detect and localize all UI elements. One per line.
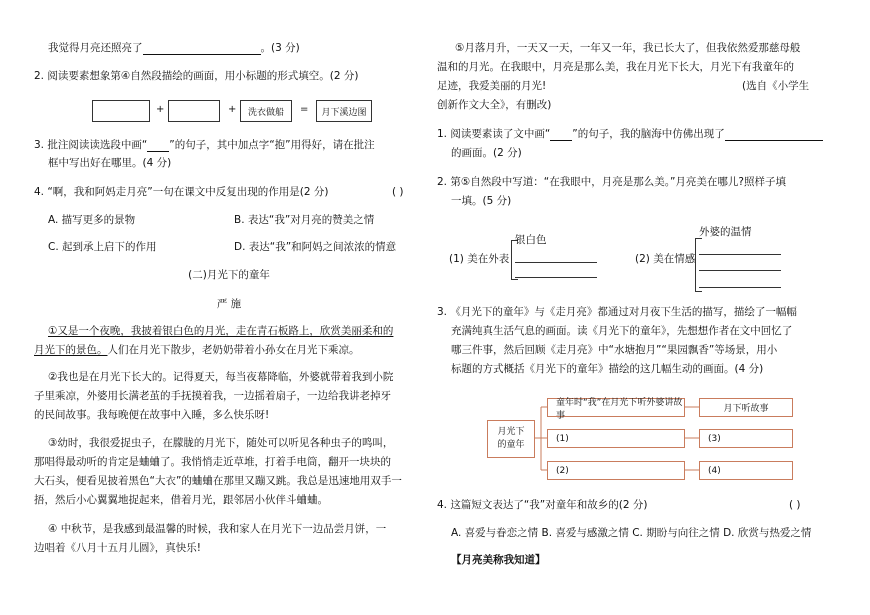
d2-emotion-blank-2[interactable] bbox=[699, 270, 781, 271]
paragraph-3-line-1: ③幼时，我很爱捉虫子，在朦胧的月光下，随处可以听见各种虫子的鸣叫， bbox=[48, 437, 394, 449]
paragraph-3-line-2: 那唱得最动听的肯定是蛐蛐了。我悄悄走近草堆，打着手电筒，翻开一块块的 bbox=[34, 456, 391, 468]
question-3-line-2: 框中写出好在哪里。(4 分) bbox=[48, 157, 172, 169]
r-question-2-line-2: 一填。(5 分) bbox=[451, 195, 512, 207]
d2-appearance-blank-1[interactable] bbox=[515, 262, 597, 263]
paragraph-text: 人们在月光下散步，老奶奶带着小孙女在月光下乘凉。 bbox=[107, 344, 360, 356]
mind-map bbox=[437, 390, 847, 490]
q4-option-d[interactable]: D. 表达“我”和阿妈之间浓浓的情意 bbox=[234, 241, 397, 253]
q2-box-result: 月下溪边图 bbox=[316, 100, 372, 122]
q2-box-laundry: 洗衣做船 bbox=[240, 100, 292, 122]
question-2: 2. 阅读要素想象第④自然段描绘的画面，用小标题的形式填空。(2 分) bbox=[34, 70, 359, 82]
d2-appearance-blank-2[interactable] bbox=[515, 277, 597, 278]
q3-text: 3. 批注阅读读选段中画“ bbox=[34, 139, 148, 151]
d2-emotion-example: 外婆的温情 bbox=[699, 226, 752, 238]
underline-sample bbox=[550, 132, 572, 141]
q4-option-c[interactable]: C. 起到承上启下的作用 bbox=[48, 241, 157, 253]
r-question-1-line-1 bbox=[437, 127, 823, 141]
source-note-2: 创新作文大全》，有删改) bbox=[437, 99, 552, 111]
paragraph-1-underlined: ①又是一个夜晚，我披着银白色的月光，走在青石板路上，欣赏美丽柔和的 bbox=[48, 325, 394, 337]
mind-root bbox=[487, 420, 535, 458]
question-1-line bbox=[48, 41, 300, 55]
r-question-3-line-1: 3. 《月光下的童年》与《走月亮》都通过对月夜下生活的描写，描绘了一幅幅 bbox=[437, 306, 797, 318]
plus-sign: + bbox=[228, 104, 237, 115]
q3-text: ”的句子，其中加点字“抱”用得好，请在批注 bbox=[169, 139, 375, 151]
mind-row1-left: 童年时“我”在月光下听外婆讲故事 bbox=[547, 398, 685, 417]
mind-blank-2[interactable]: (2) bbox=[547, 461, 685, 480]
r-question-1-line-2: 的画面。(2 分) bbox=[451, 147, 522, 159]
paragraph-2-line-1: ②我也是在月光下长大的。记得夏天，每当夜幕降临，外婆就带着我到小院 bbox=[48, 371, 394, 383]
r-q4-answer-paren[interactable]: ( ) bbox=[789, 499, 801, 511]
answer-blank[interactable] bbox=[725, 128, 823, 141]
score-text: 。(3 分) bbox=[260, 42, 300, 54]
q1-text: ”的句子，我的脑海中仿佛出现了 bbox=[572, 128, 725, 140]
paragraph-5-line-3: 足迹，我爱美丽的月光! bbox=[437, 80, 547, 92]
mind-root-line-2: 的童年 bbox=[497, 440, 525, 450]
d2-emotion-blank-1[interactable] bbox=[699, 254, 781, 255]
paragraph-3-line-3: 大石头，便看见披着黑色“大衣”的蛐蛐在那里又蹦又跳。我总是迅速地用双手一 bbox=[34, 475, 402, 487]
d2-emotion-blank-3[interactable] bbox=[699, 287, 781, 288]
paragraph-5-line-2: 温和的月光。在我眼中，月亮是那么美，我在月光下长大，月光下有我童年的 bbox=[437, 61, 794, 73]
r-question-2-line-1: 2. 第⑤自然段中写道：“在我眼中，月亮是那么美。”月亮美在哪儿?照样子填 bbox=[437, 176, 786, 188]
answer-blank[interactable] bbox=[143, 42, 261, 55]
q1-text: 1. 阅读要素读了文中画“ bbox=[437, 128, 551, 140]
underline-sample bbox=[147, 143, 169, 152]
q4-option-a[interactable]: A. 描写更多的景物 bbox=[48, 214, 136, 226]
question-4: 4. “啊，我和阿妈走月亮”一句在课文中反复出现的作用是(2 分) bbox=[34, 186, 329, 198]
r-question-3-line-2: 充满纯真生活气息的画面。读《月光下的童年》，先想想作者在文中回忆了 bbox=[451, 325, 793, 337]
q2-answer-box-2[interactable] bbox=[168, 100, 220, 122]
mind-row1-right: 月下听故事 bbox=[699, 398, 793, 417]
r-q4-options[interactable]: A. 喜爱与眷恋之情 B. 喜爱与感激之情 C. 期盼与向往之情 D. 欣赏与热爱之情 bbox=[451, 527, 812, 539]
q4-answer-paren[interactable]: ( ) bbox=[392, 186, 404, 198]
paragraph-5-line-1: ⑤月落月升，一天又一天，一年又一年，我已长大了，但我依然爱那慈母般 bbox=[455, 42, 801, 54]
plus-sign: + bbox=[156, 104, 165, 115]
r-question-3-line-3: 哪三件事，然后回顾《走月亮》中“水塘抱月”“果园飘香”等场景，用小 bbox=[451, 344, 778, 356]
paragraph-3-line-4: 捂，然后小心翼翼地捉起来，借着月光，跟邻居小伙伴斗蛐蛐。 bbox=[34, 494, 328, 506]
mind-blank-1[interactable]: (1) bbox=[547, 429, 685, 448]
question-3-line-1 bbox=[34, 138, 375, 152]
paragraph-4-line-1: ④ 中秋节，是我感到最温馨的时候，我和家人在月光下一边品尝月饼，一 bbox=[48, 523, 387, 535]
q4-option-b[interactable]: B. 表达“我”对月亮的赞美之情 bbox=[234, 214, 375, 226]
paragraph-2-line-3: 的民间故事。我每晚便在故事中入睡，多么快乐呀! bbox=[34, 409, 270, 421]
bracket-right bbox=[695, 238, 702, 292]
d2-appearance-example: 银白色 bbox=[515, 234, 547, 246]
paragraph-1-line-2 bbox=[34, 343, 360, 357]
mind-blank-4[interactable]: (4) bbox=[699, 461, 793, 480]
author: 严 施 bbox=[216, 298, 242, 310]
section-title: (二)月光下的童年 bbox=[188, 269, 270, 281]
mind-root-line-1: 月光下 bbox=[497, 427, 525, 437]
r-question-3-line-4: 标题的方式概括《月光下的童年》描绘的这几幅生动的画面。(4 分) bbox=[451, 363, 764, 375]
q2-answer-box-1[interactable] bbox=[92, 100, 150, 122]
footer-heading: 【月亮美称我知道】 bbox=[451, 554, 546, 566]
source-note-1: (选自《小学生 bbox=[742, 80, 810, 92]
r-question-4: 4. 这篇短文表达了“我”对童年和故乡的(2 分) bbox=[437, 499, 648, 511]
question-text: 我觉得月亮还照亮了 bbox=[48, 42, 143, 54]
paragraph-2-line-2: 子里乘凉，外婆用长满老茧的手抚摸着我，一边摇着扇子，一边给我讲老掉牙 bbox=[34, 390, 391, 402]
mind-blank-3[interactable]: (3) bbox=[699, 429, 793, 448]
d2-label-emotion: (2) 美在情感 bbox=[635, 253, 696, 265]
d2-label-appearance: (1) 美在外表 bbox=[449, 253, 510, 265]
underlined-phrase: 月光下的景色。 bbox=[34, 344, 108, 356]
paragraph-4-line-2: 边唱着《八月十五月儿圆》，真快乐! bbox=[34, 542, 201, 554]
equals-sign: = bbox=[300, 104, 309, 115]
